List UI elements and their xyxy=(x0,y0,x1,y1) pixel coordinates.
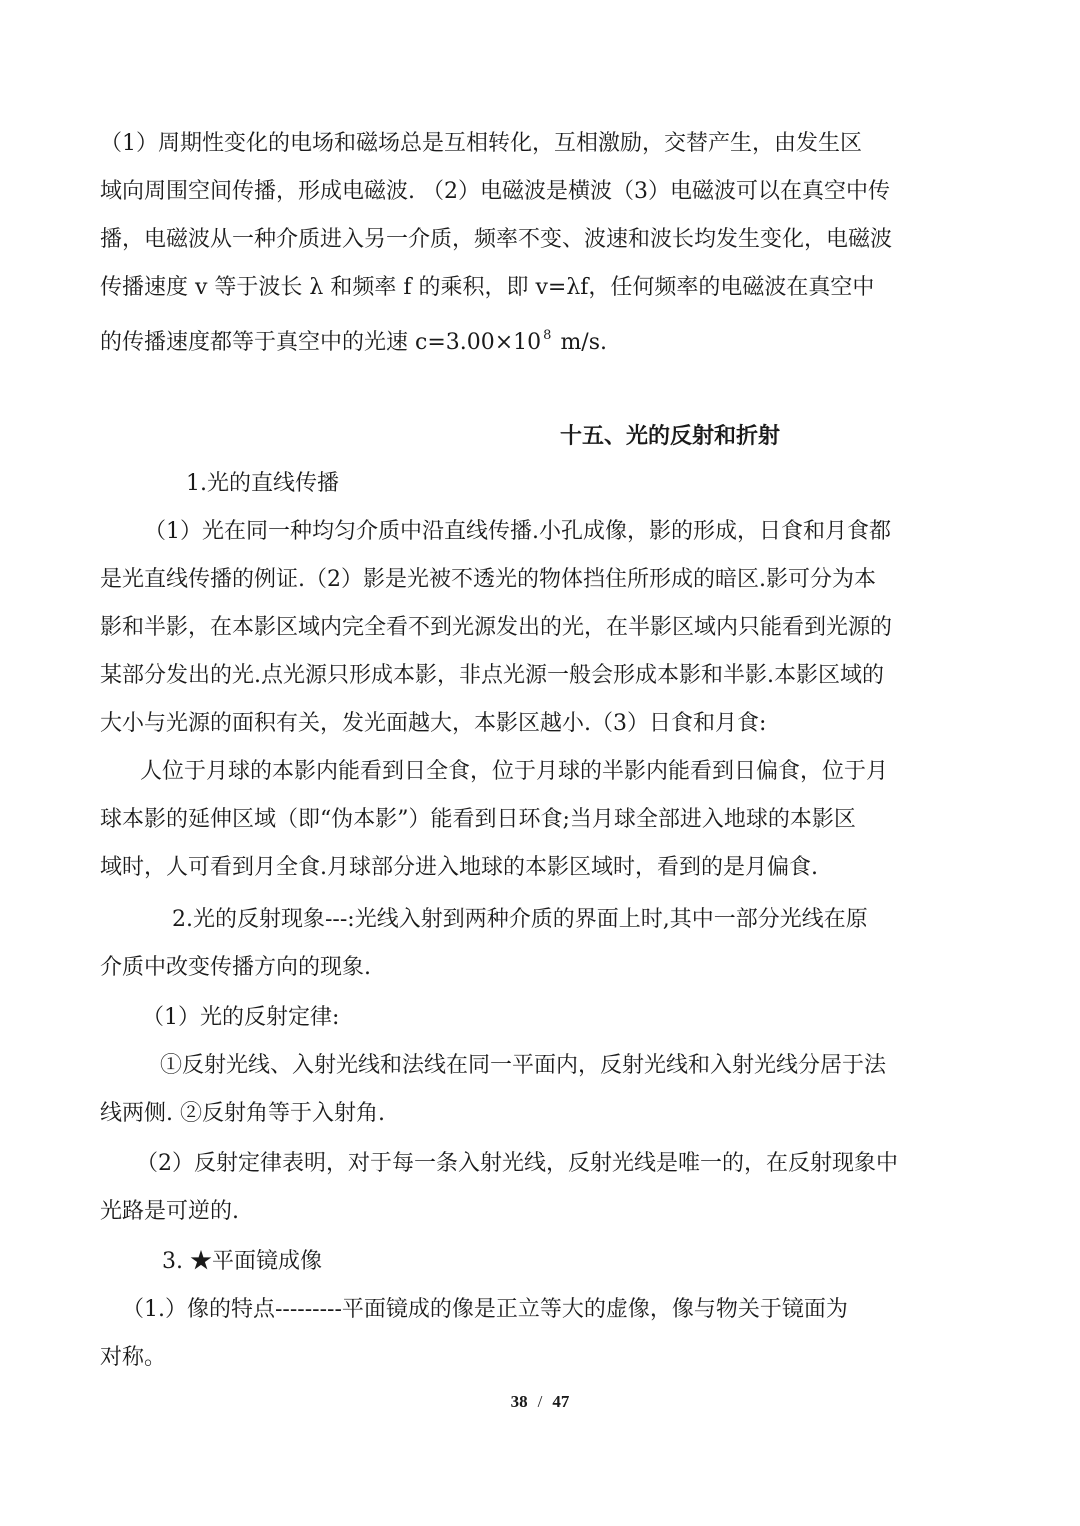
paragraph-straight-line-propagation xyxy=(100,508,980,748)
subsection-title-plane-mirror: 3. ★平面镜成像 xyxy=(162,1249,322,1274)
text-line: 影和半影，在本影区域内完全看不到光源发出的光，在半影区域内只能看到光源的 xyxy=(100,615,893,640)
text-line: 光路是可逆的. xyxy=(100,1199,239,1224)
paragraph-image-features xyxy=(100,1286,980,1382)
paragraph-reflection-law xyxy=(100,1042,980,1138)
text-line: （1）光在同一种均匀介质中沿直线传播.小孔成像，影的形成，日食和月食都 xyxy=(144,519,891,544)
text-line: ①反射光线、入射光线和法线在同一平面内，反射光线和入射光线分居于法 xyxy=(160,1053,887,1078)
current-page-number: 38 xyxy=(510,1392,528,1411)
text-line: （2）反射定律表明，对于每一条入射光线，反射光线是唯一的，在反射现象中 xyxy=(136,1151,898,1176)
text-line: 域向周围空间传播，形成电磁波. （2）电磁波是横波（3）电磁波可以在真空中传 xyxy=(100,179,890,204)
text-line: 大小与光源的面积有关，发光面越大，本影区越小.（3）日食和月食: xyxy=(100,711,767,736)
text-line xyxy=(100,312,980,367)
text-line: 对称。 xyxy=(100,1345,167,1370)
text-line: 线两侧. ②反射角等于入射角. xyxy=(100,1101,385,1126)
paragraph-eclipses xyxy=(100,748,980,892)
text-line: 传播速度 v 等于波长 λ 和频率 f 的乘积，即 v=λf，任何频率的电磁波在真空中 xyxy=(100,275,875,300)
text-segment: m/s. xyxy=(553,330,608,355)
page-number-footer xyxy=(0,1392,1080,1412)
text-line: 域时，人可看到月全食.月球部分进入地球的本影区域时，看到的是月偏食. xyxy=(100,855,818,880)
text-line: （1.）像的特点---------平面镜成的像是正立等大的虚像，像与物关于镜面为 xyxy=(122,1297,848,1322)
text-line: 人位于月球的本影内能看到日全食，位于月球的半影内能看到日偏食，位于月 xyxy=(140,759,889,784)
text-line: 2.光的反射现象---:光线入射到两种介质的界面上时,其中一部分光线在原 xyxy=(172,907,868,932)
paragraph-reversibility xyxy=(100,1140,980,1236)
text-line: 球本影的延伸区域（即“伪本影”）能看到日环食;当月球全部进入地球的本影区 xyxy=(100,807,856,832)
paragraph-electromagnetic-waves xyxy=(100,120,980,367)
section-heading: 十五、光的反射和折射 xyxy=(559,423,780,449)
subsection-title-straight-line: 1.光的直线传播 xyxy=(186,471,339,496)
text-line: 介质中改变传播方向的现象. xyxy=(100,955,371,980)
superscript-exponent: 8 xyxy=(543,328,552,343)
page-separator: / xyxy=(537,1392,543,1411)
text-line: 某部分发出的光.点光源只形成本影，非点光源一般会形成本影和半影.本影区域的 xyxy=(100,663,884,688)
text-line: 是光直线传播的例证.（2）影是光被不透光的物体挡住所形成的暗区.影可分为本 xyxy=(100,567,876,592)
total-page-count: 47 xyxy=(552,1392,570,1411)
paragraph-reflection-phenomenon xyxy=(100,896,980,992)
text-line: （1）周期性变化的电场和磁场总是互相转化，互相激励，交替产生，由发生区 xyxy=(100,131,862,156)
subsection-title-reflection-law: （1）光的反射定律: xyxy=(142,1005,340,1030)
text-line: 播，电磁波从一种介质进入另一介质，频率不变、波速和波长均发生变化，电磁波 xyxy=(100,227,893,252)
text-segment: 的传播速度都等于真空中的光速 c=3.00×10 xyxy=(100,330,542,355)
